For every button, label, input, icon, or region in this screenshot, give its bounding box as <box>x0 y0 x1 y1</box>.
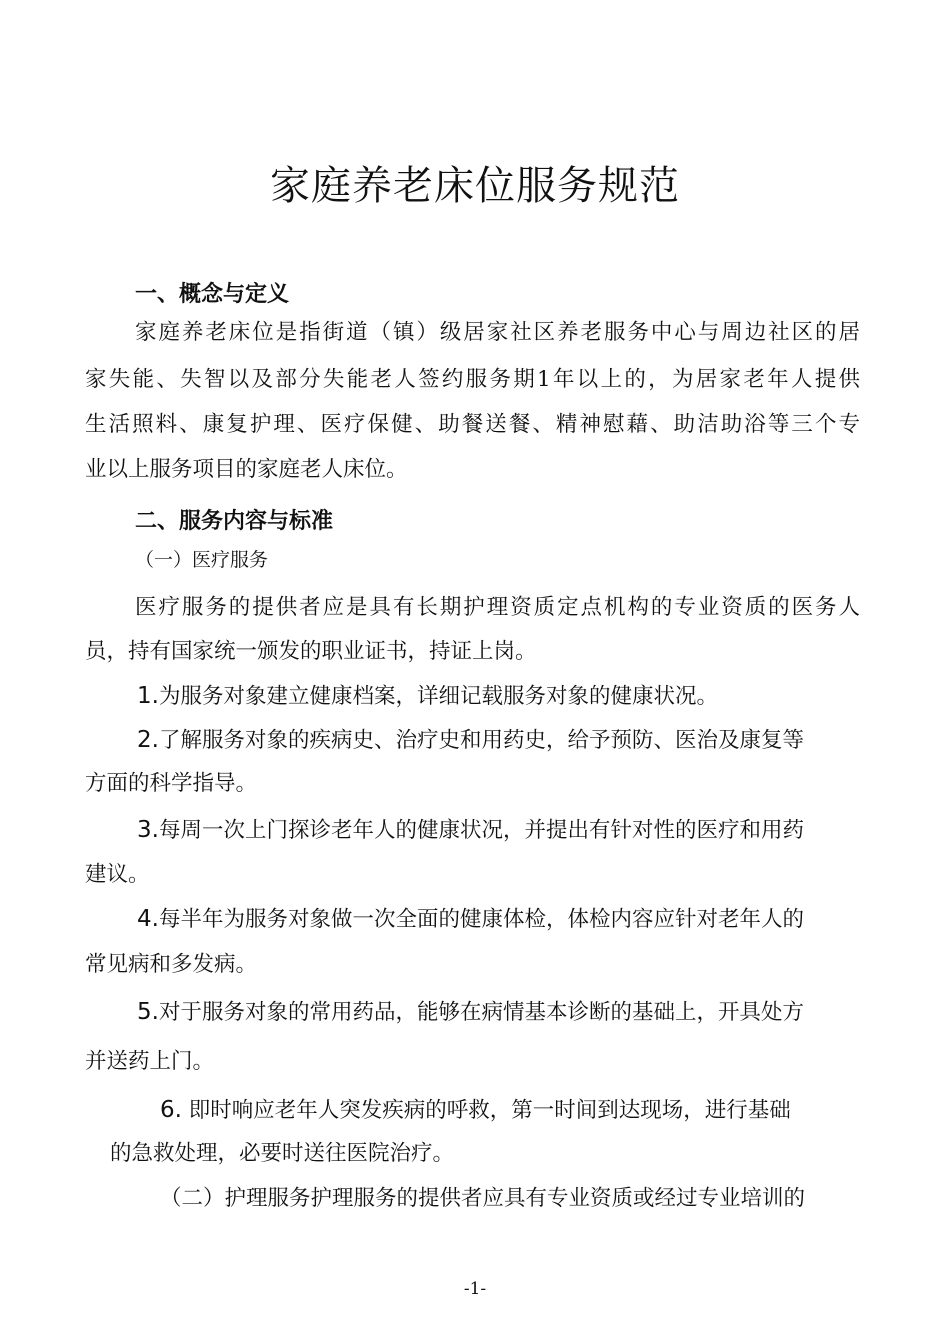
list-item-text: 即时响应老年人突发疾病的呼救，第一时间到达现场，进行基础 <box>181 1098 791 1123</box>
paragraph-line: 的急救处理，必要时送往医院治疗。 <box>110 1141 455 1166</box>
list-item-number: 2. <box>137 727 159 753</box>
paragraph-line: 业以上服务项目的家庭老人床位。 <box>85 457 408 482</box>
list-item-text: 对于服务对象的常用药品，能够在病情基本诊断的基础上，开具处方 <box>158 1000 804 1025</box>
list-item <box>137 815 804 846</box>
list-item-number: 6. <box>160 1097 182 1123</box>
list-item-text: 每半年为服务对象做一次全面的健康体检，体检内容应针对老年人的 <box>158 907 804 932</box>
subsection-line-nursing: （二）护理服务护理服务的提供者应具有专业资质或经过专业培训的 <box>160 1186 806 1211</box>
page-number: -1- <box>463 1279 487 1299</box>
list-item-number: 5. <box>137 999 159 1025</box>
document-title: 家庭养老床位服务规范 <box>270 163 680 209</box>
paragraph-line: 生活照料、康复护理、医疗保健、助餐送餐、精神慰藉、助洁助浴等三个专 <box>85 412 860 437</box>
list-item-number: 3. <box>137 817 159 843</box>
list-item <box>137 997 804 1028</box>
paragraph-line: 常见病和多发病。 <box>85 952 258 977</box>
paragraph-line: 员，持有国家统一颁发的职业证书，持证上岗。 <box>85 639 537 664</box>
paragraph-line: 建议。 <box>85 862 150 887</box>
section-heading-services: 二、服务内容与标准 <box>135 509 334 534</box>
paragraph-line: 方面的科学指导。 <box>85 771 258 796</box>
section-heading-definition: 一、概念与定义 <box>135 282 290 307</box>
subsection-heading-medical: （一）医疗服务 <box>135 549 269 571</box>
paragraph-line: 家失能、失智以及部分失能老人签约服务期1年以上的，为居家老年人提供 <box>85 367 860 392</box>
paragraph-line: 医疗服务的提供者应是具有长期护理资质定点机构的专业资质的医务人 <box>135 595 860 620</box>
list-item-text: 每周一次上门探诊老年人的健康状况，并提出有针对性的医疗和用药 <box>158 818 804 843</box>
list-item-text: 了解服务对象的疾病史、治疗史和用药史，给予预防、医治及康复等 <box>158 728 804 753</box>
list-item <box>137 681 718 712</box>
list-item <box>137 725 862 756</box>
paragraph-line: 并送药上门。 <box>85 1049 215 1074</box>
list-item <box>160 1095 791 1126</box>
paragraph-line: 家庭养老床位是指街道（镇）级居家社区养老服务中心与周边社区的居 <box>135 320 860 345</box>
list-item-number: 4. <box>137 906 159 932</box>
list-item-number: 1. <box>137 683 159 709</box>
list-item-text: 为服务对象建立健康档案，详细记载服务对象的健康状况。 <box>158 684 718 709</box>
list-item <box>137 904 804 935</box>
